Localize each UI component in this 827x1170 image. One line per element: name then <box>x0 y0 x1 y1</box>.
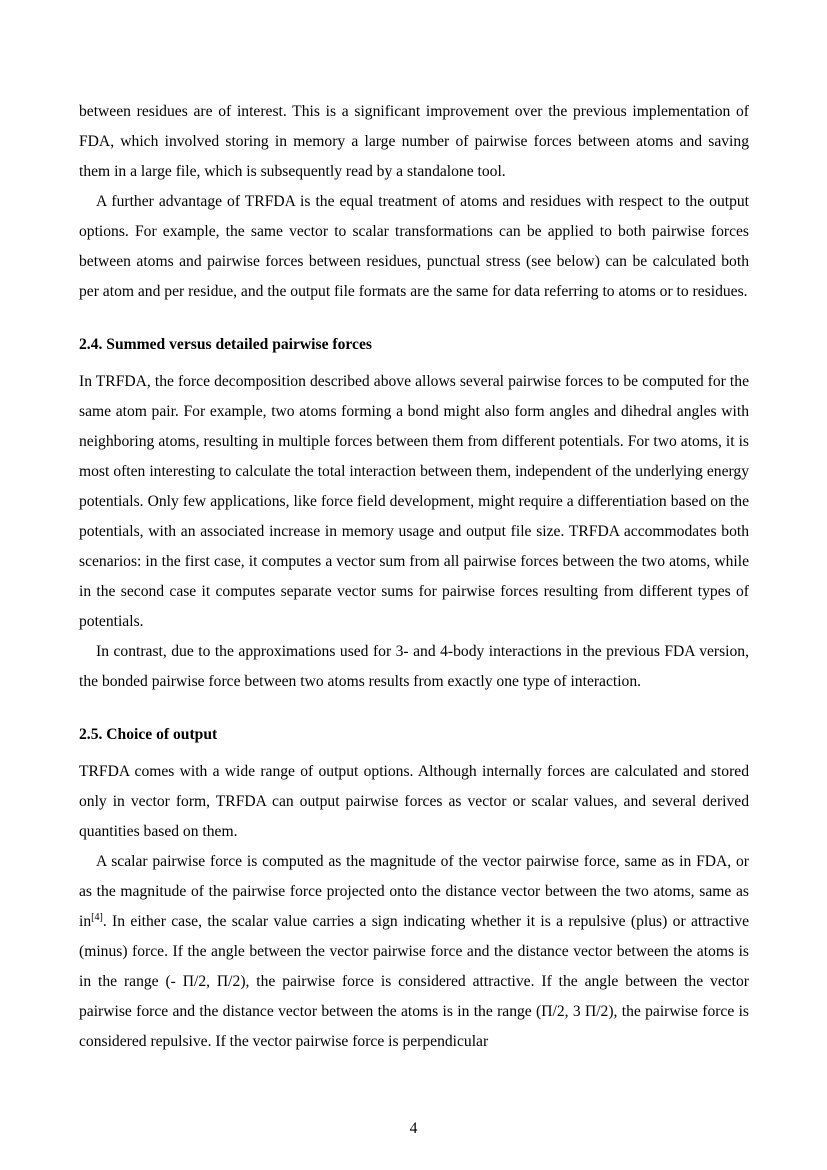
citation-reference-4: [4] <box>91 911 103 923</box>
page-number: 4 <box>409 1120 418 1137</box>
paragraph-2-5-body-2-text-start: A scalar pairwise force is computed as the magnitude of the vector pairwise force, same as in FDA, or as the magnitude of the pairwise force projected onto the distance vector between the two atoms, same as in <box>79 853 749 930</box>
section-heading-2-5: 2.5. Choice of output <box>79 726 218 743</box>
section-heading-2-4: 2.4. Summed versus detailed pairwise forces <box>79 336 372 353</box>
paragraph-2-5-body-2-text-end: . In either case, the scalar value carries a sign indicating whether it is a repulsive (plus) or attractive (minus) force. If the angle between the vector pairwise force and the distance vector between the atoms is in the range (- Π/2, Π/2), the pairwise force is considered attractive. If the angle between the vector pairwise force and the distance vector between the atoms is in the range (Π/2, 3 Π/2), the pairwise force is considered repulsive. If the vector pairwise force is perpendicular <box>79 913 749 1050</box>
paragraph-2-4-body-1: In TRFDA, the force decomposition described above allows several pairwise forces to be computed for the same atom pair. For example, two atoms forming a bond might also form angles and dihedral angles with neighboring atoms, resulting in multiple forces between them from different potentials. For two atoms, it is most often interesting to calculate the total interaction between them, independent of the underlying energy potentials. Only few applications, like force field development, might require a differentiation based on the potentials, with an associated increase in memory usage and output file size. TRFDA accommodates both scenarios: in the first case, it computes a vector sum from all pairwise forces between the two atoms, while in the second case it computes separate vector sums for pairwise forces resulting from different types of potentials. <box>79 373 749 630</box>
text-block <box>79 97 749 1057</box>
paragraph-continuation: between residues are of interest. This is a significant improvement over the previous implementation of FDA, which involved storing in memory a large number of pairwise forces between atoms and saving them in a large file, which is subsequently read by a standalone tool. <box>79 103 749 180</box>
paragraph-2-4-body-2: In contrast, due to the approximations used for 3- and 4-body interactions in the previous FDA version, the bonded pairwise force between two atoms results from exactly one type of interaction. <box>79 643 749 690</box>
paragraph-2-5-body-1: TRFDA comes with a wide range of output options. Although internally forces are calculated and stored only in vector form, TRFDA can output pairwise forces as vector or scalar values, and several derived quantities based on them. <box>79 763 749 840</box>
paragraph-trfda-advantage: A further advantage of TRFDA is the equal treatment of atoms and residues with respect to the output options. For example, the same vector to scalar transformations can be applied to both pairwise forces between atoms and pairwise forces between residues, punctual stress (see below) can be calculated both per atom and per residue, and the output file formats are the same for data referring to atoms or to residues. <box>79 193 749 300</box>
paragraph-2-5-body-2 <box>79 847 749 1057</box>
